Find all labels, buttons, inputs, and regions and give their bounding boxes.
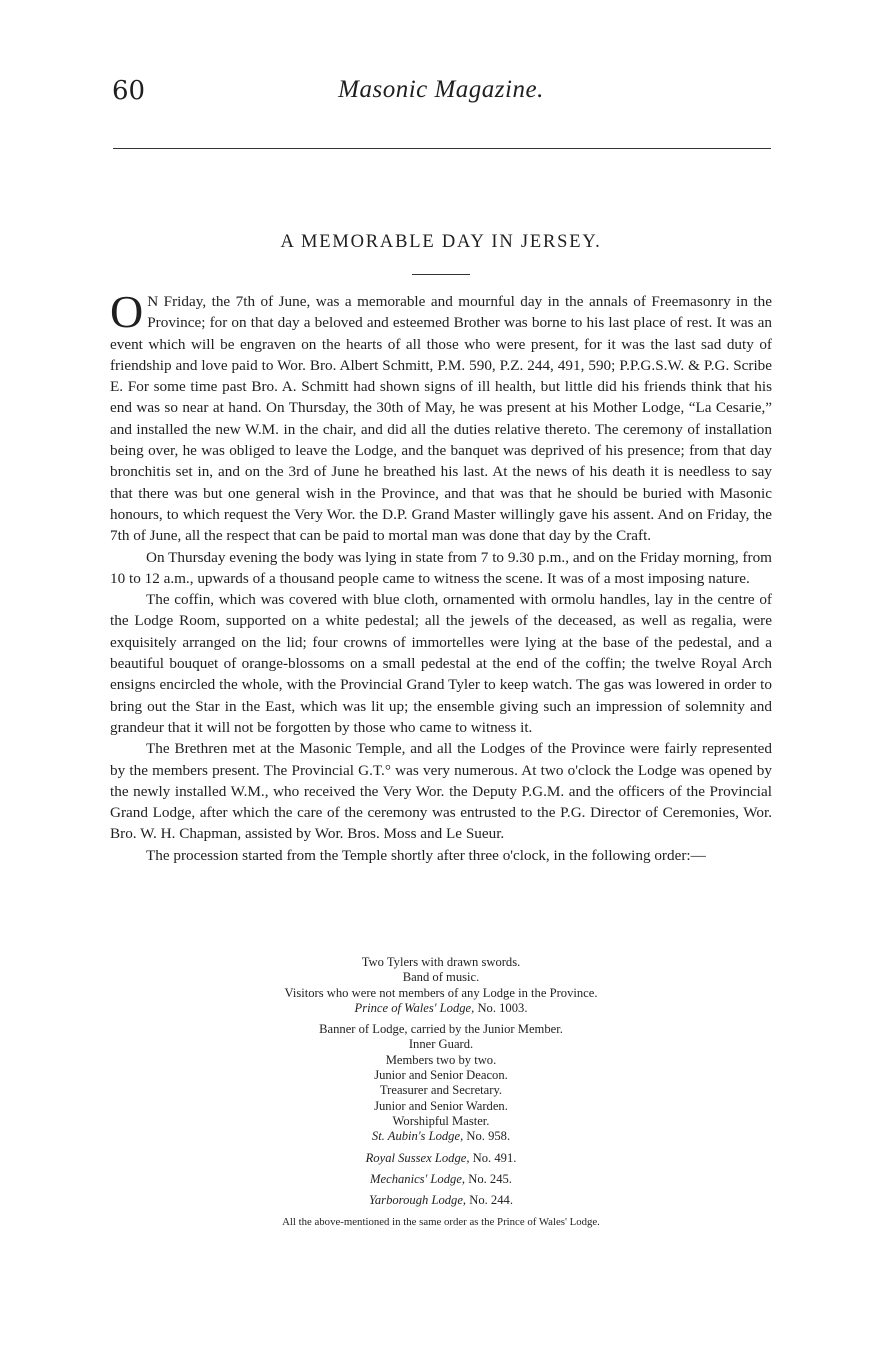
procession-line: Banner of Lodge, carried by the Junior Member. (319, 1022, 563, 1037)
lodge-number: No. 245. (468, 1171, 512, 1186)
lodge-name: Yarborough Lodge, (369, 1193, 467, 1208)
procession-line: Worshipful Master. (392, 1113, 490, 1128)
procession-line: Band of music. (402, 970, 480, 985)
procession-lodge-line (112, 1172, 770, 1187)
procession-line: Visitors who were not members of any Lodge in the Province. (284, 985, 598, 1000)
procession-lodge-line (112, 1001, 770, 1016)
header-rule (113, 148, 771, 149)
article-body (110, 286, 772, 866)
paragraph-text: N Friday, the 7th of June, was a memorable and mournful day in the annals of Freemasonry in the Province; for on that day a beloved and esteemed Brother was borne to his last place of rest. It was an event which will be engraven on the hearts of all those who were present, for it was the last sad duty of friendship and love paid to Wor. Bro. Albert Schmitt, P.M. 590, P.Z. 244, 491, 590; P.P.G.S.W. & P.G. Scribe E. For some time past Bro. A. Schmitt had shown signs of ill health, but little did his friends think that his end was so near at hand. On Thursday, the 30th of May, he was present at his Mother Lodge, “La Cesarie,” and installed the new W.M. in the chair, and did all the duties relative thereto. The ceremony of installation being over, he was obliged to leave the Lodge, and the banquet was deprived of his presence; from that day bronchitis set in, and on the 3rd of June he breathed his last. At the news of his death it is needless to say that there was but one general wish in the Province, and that was that he should be buried with Masonic honours, to which request the Very Wor. the D.P. Grand Master willingly gave his assent. And on Friday, the 7th of June, all the respect that can be paid to mortal man was done that day by the Craft. (110, 293, 772, 545)
title-rule (412, 274, 470, 275)
lodge-number: No. 1003. (477, 1000, 528, 1015)
procession-line: Inner Guard. (408, 1037, 474, 1052)
procession-lodge-line (112, 1151, 770, 1166)
drop-cap: O (110, 286, 144, 337)
paragraph: The procession started from the Temple shortly after three o'clock, in the following order:— (146, 846, 706, 864)
lodge-number: No. 244. (469, 1193, 513, 1208)
procession-lodge-line (112, 1129, 770, 1144)
running-header (112, 76, 770, 116)
lodge-name: Prince of Wales' Lodge, (354, 1000, 475, 1015)
procession-line: Two Tylers with drawn swords. (361, 955, 521, 969)
procession-line: Junior and Senior Warden. (374, 1098, 508, 1113)
procession-line: Junior and Senior Deacon. (374, 1068, 508, 1083)
lodge-number: No. 491. (472, 1150, 517, 1165)
lodge-number: No. 958. (466, 1129, 511, 1144)
procession-final-note: All the above-mentioned in the same order as the Prince of Wales' Lodge. (282, 1216, 600, 1229)
procession-order-list (112, 955, 770, 1231)
procession-lodge-line (112, 1193, 770, 1208)
page-number: 60 (112, 76, 146, 106)
lodge-name: Royal Sussex Lodge, (365, 1150, 470, 1165)
running-title: Masonic Magazine. (338, 76, 544, 103)
lodge-name: St. Aubin's Lodge, (371, 1129, 464, 1144)
lodge-name: Mechanics' Lodge, (370, 1171, 466, 1186)
paragraph: The coffin, which was covered with blue cloth, ornamented with ormolu handles, lay in the centre of the Lodge Room, supported on a white pedestal; all the jewels of the deceased, as well as regalia, were exquisitely arranged on the lid; four crowns of immortelles were lying at the base of the pedestal, and a beautiful bouquet of orange-blossoms on a small pedestal at the end of the coffin; the twelve Royal Arch ensigns encircled the whole, with the Provincial Grand Tyler to keep watch. The gas was lowered in order to bring out the Star in the East, which was lit up; the ensemble giving such an impression of solemnity and grandeur that it will not be forgotten by those who came to witness it. (110, 591, 772, 736)
procession-line: Treasurer and Secretary. (379, 1083, 503, 1098)
procession-line: Members two by two. (385, 1052, 497, 1067)
paragraph: On Thursday evening the body was lying in state from 7 to 9.30 p.m., and on the Friday morning, from 10 to 12 a.m., upwards of a thousand people came to witness the scene. It was of a most imposing nature. (110, 548, 772, 587)
article-title: A MEMORABLE DAY IN JERSEY. (280, 232, 602, 252)
paragraph (110, 286, 772, 547)
paragraph: The Brethren met at the Masonic Temple, and all the Lodges of the Province were fairly represented by the members present. The Provincial G.T.° was very numerous. At two o'clock the Lodge was opened by the newly installed W.M., who received the Very Wor. the Deputy P.G.M. and the officers of the Provincial Grand Lodge, after which the care of the ceremony was entrusted to the P.G. Director of Ceremonies, Wor. Bro. W. H. Chapman, assisted by Wor. Bros. Moss and Le Sueur. (110, 740, 772, 843)
